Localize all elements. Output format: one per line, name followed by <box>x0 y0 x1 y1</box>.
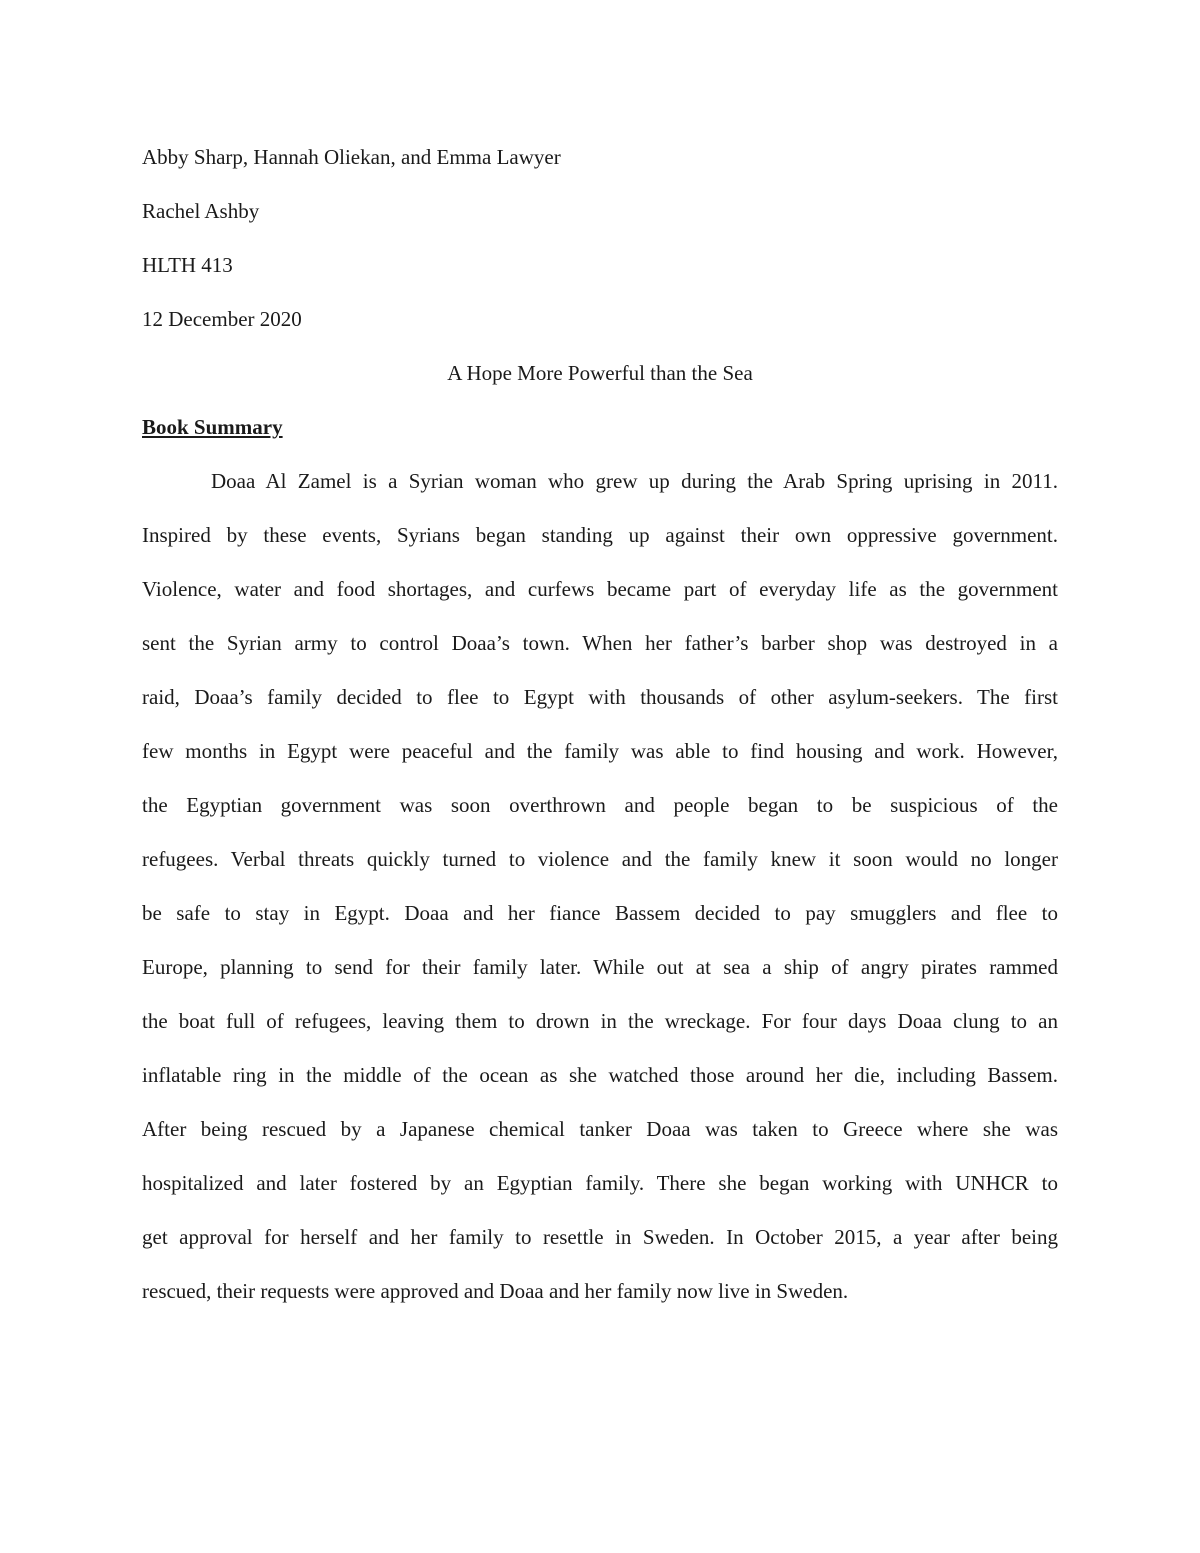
document-date: 12 December 2020 <box>142 307 302 331</box>
document-body <box>142 141 1058 1329</box>
paragraph-line: inflatable ring in the middle of the ocean as she watched those around her die, including Bassem. <box>142 1063 1058 1087</box>
summary-paragraph <box>142 465 1058 1329</box>
paragraph-line: Inspired by these events, Syrians began standing up against their own oppressive government. <box>142 523 1058 547</box>
paragraph-line: hospitalized and later fostered by an Egyptian family. There she began working with UNHCR to <box>142 1171 1058 1195</box>
paragraph-line: sent the Syrian army to control Doaa’s town. When her father’s barber shop was destroyed in a <box>142 631 1058 655</box>
section-heading: Book Summary <box>142 415 283 439</box>
course-code: HLTH 413 <box>142 253 233 277</box>
instructor-name: Rachel Ashby <box>142 199 260 223</box>
paragraph-line: the Egyptian government was soon overthrown and people began to be suspicious of the <box>142 793 1058 817</box>
paragraph-line: refugees. Verbal threats quickly turned to violence and the family knew it soon would no longer <box>142 847 1058 871</box>
paragraph-line: Europe, planning to send for their family later. While out at sea a ship of angry pirates rammed <box>142 955 1058 979</box>
paragraph-line: raid, Doaa’s family decided to flee to Egypt with thousands of other asylum-seekers. The first <box>142 685 1058 709</box>
paragraph-line: Violence, water and food shortages, and curfews became part of everyday life as the government <box>142 577 1058 601</box>
paragraph-line: Doaa Al Zamel is a Syrian woman who grew up during the Arab Spring uprising in 2011. <box>211 469 1058 493</box>
paragraph-line: get approval for herself and her family to resettle in Sweden. In October 2015, a year after being <box>142 1225 1058 1249</box>
paragraph-line: After being rescued by a Japanese chemical tanker Doaa was taken to Greece where she was <box>142 1117 1058 1141</box>
document-title: A Hope More Powerful than the Sea <box>447 361 753 385</box>
paragraph-line: rescued, their requests were approved and Doaa and her family now live in Sweden. <box>142 1279 849 1303</box>
paragraph-line: be safe to stay in Egypt. Doaa and her fiance Bassem decided to pay smugglers and flee to <box>142 901 1058 925</box>
author-names: Abby Sharp, Hannah Oliekan, and Emma Lawyer <box>142 145 561 169</box>
paragraph-line: few months in Egypt were peaceful and the family was able to find housing and work. However, <box>142 739 1058 763</box>
paragraph-line: the boat full of refugees, leaving them to drown in the wreckage. For four days Doaa clung to an <box>142 1009 1058 1033</box>
